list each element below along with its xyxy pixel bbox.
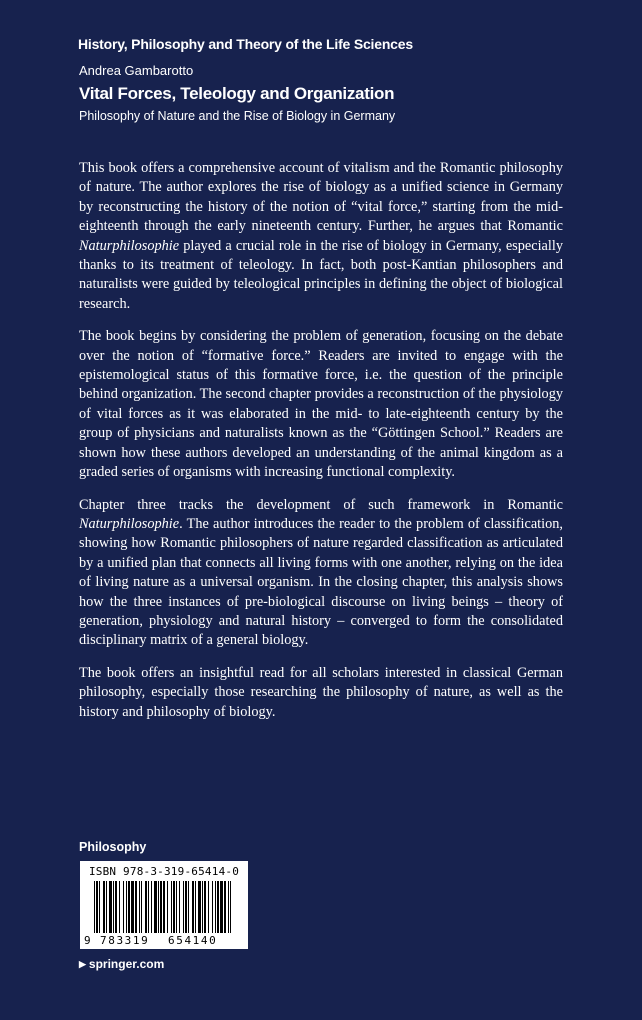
barcode-bar: [183, 881, 184, 933]
book-subtitle: Philosophy of Nature and the Rise of Biology in Germany: [79, 109, 396, 123]
barcode-bar: [167, 881, 168, 933]
barcode-bar: [154, 881, 157, 933]
barcode-bar: [192, 881, 194, 933]
barcode-bar: [224, 881, 226, 933]
barcode-bar: [151, 881, 152, 933]
blurb-paragraph-1: This book offers a comprehensive account of vitalism and the Romantic philosophy of nature. The author explores the rise of biology as a unified science in Germany by reconstructing the history of the notion of “vital force,” starting from the mid-eighteenth through the early nineteenth century. Further, he argues that Romantic Naturphilosophie played a crucial role in the rise of biology in Germany, especially thanks to its treatment of teleology. In fact, both post-Kantian philosophers and naturalists were guided by teleological principles in defining the object of biological research.: [79, 160, 563, 312]
barcode-bar: [160, 881, 162, 933]
barcode-bar: [115, 881, 117, 933]
barcode-bar: [185, 881, 187, 933]
barcode-bar: [163, 881, 165, 933]
barcode-bar: [208, 881, 209, 933]
barcode-bar: [119, 881, 120, 933]
barcode-bar: [173, 881, 175, 933]
isbn-label: ISBN 978-3-319-65414-0: [88, 865, 240, 878]
barcode-bar: [171, 881, 172, 933]
barcode-bar: [179, 881, 180, 933]
barcode-bar: [135, 881, 137, 933]
blurb-paragraph-3: Chapter three tracks the development of such framework in Romantic Naturphilosophie. The author introduces the reader to the problem of classification, showing how Romantic philosophers of nature regarded classification as articulated by a unified plan that connects all living forms with one another, relying on the idea of living nature as a universal organism. In the closing chapter, this analysis shows how the three instances of pre-biological discourse on living beings – theory of generation, physiology and natural history – converged to form the consolidated disciplinary matrix of a general biology.: [79, 496, 563, 649]
barcode-bar: [228, 881, 229, 933]
barcode-bar: [141, 881, 142, 933]
barcode-first-digit: 9: [84, 934, 91, 947]
book-title: Vital Forces, Teleology and Organization: [79, 84, 395, 103]
barcode-bar: [202, 881, 203, 933]
blurb-paragraph-2: The book begins by considering the problem of generation, focusing on the debate over the notion of “formative force.” Readers are invited to engage with the epistemological status of this formative force, i.e. the question of the principle behind organization. The second chapter provides a reconstruction of the physiology of vital forces as it was elaborated in the mid- to late-eighteenth century by the group of physicians and naturalists known as the “Göttingen School.” Readers are shown how these authors developed an understanding of the animal kingdom as a graded series of organisms with increasing functional complexity.: [79, 328, 563, 481]
arrow-right-icon: ▶: [79, 958, 86, 969]
barcode-bar: [139, 881, 140, 933]
blurb-paragraph-4: The book offers an insightful read for all scholars interested in classical German philosophy, especially those researching the philosophy of nature, as well as the history and philosophy of biology.: [79, 664, 563, 720]
barcode-bar: [106, 881, 107, 933]
barcode-bar: [188, 881, 189, 933]
barcode-bar: [94, 881, 95, 933]
website-label: springer.com: [88, 957, 165, 971]
barcode-bar: [99, 881, 100, 933]
barcode-bar: [96, 881, 98, 933]
barcode-group-2: 654140: [168, 934, 218, 947]
barcode-bar: [195, 881, 196, 933]
barcode-bar: [217, 881, 219, 933]
barcode-bar: [212, 881, 213, 933]
author-name: Andrea Gambarotto: [79, 63, 194, 78]
barcode-bar: [109, 881, 112, 933]
barcode-bar: [145, 881, 147, 933]
barcode-bar: [230, 881, 231, 933]
barcode-bar: [176, 881, 177, 933]
barcode-bar: [128, 881, 130, 933]
barcode-bars: [94, 881, 236, 935]
series-name: History, Philosophy and Theory of the Life Sciences: [78, 36, 413, 52]
barcode-bar: [148, 881, 149, 933]
barcode-bar: [103, 881, 105, 933]
blurb: [79, 159, 563, 735]
barcode-bar: [220, 881, 223, 933]
barcode-bar: [215, 881, 216, 933]
publisher-website[interactable]: [79, 957, 164, 971]
category-label: Philosophy: [79, 840, 147, 854]
barcode-bar: [123, 881, 124, 933]
barcode-group-1: 783319: [100, 934, 150, 947]
barcode-bar: [158, 881, 159, 933]
barcode-bar: [126, 881, 127, 933]
barcode: [80, 861, 248, 949]
barcode-bar: [131, 881, 134, 933]
barcode-bar: [204, 881, 206, 933]
barcode-bar: [198, 881, 201, 933]
barcode-bar: [113, 881, 114, 933]
